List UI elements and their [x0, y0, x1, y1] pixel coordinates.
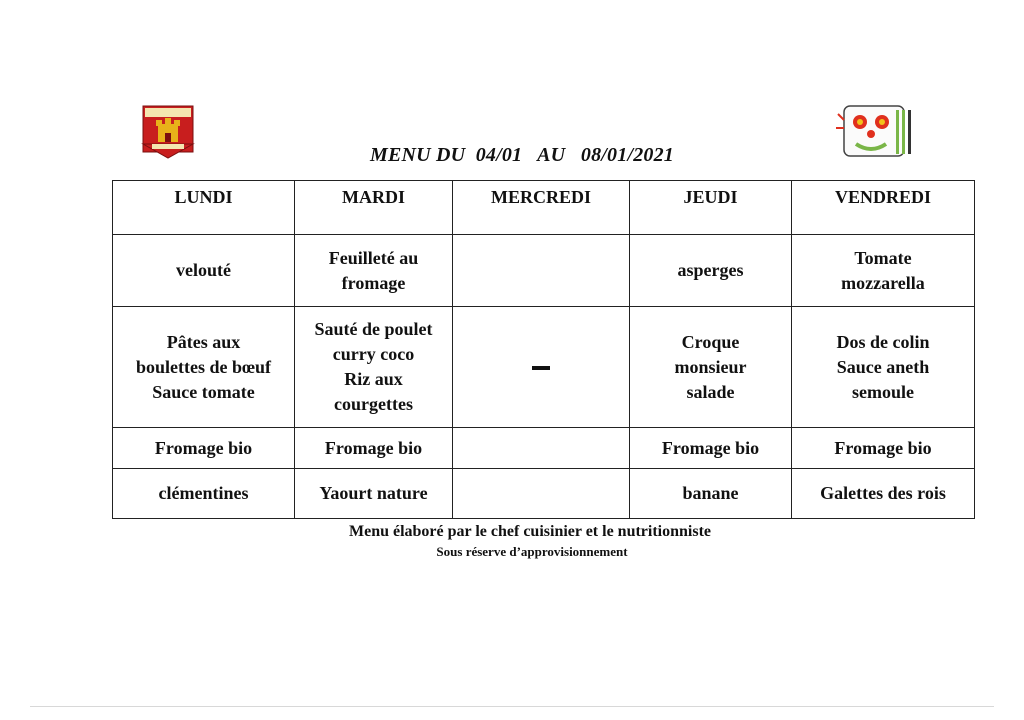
cell-text: Fromage bio: [834, 437, 932, 458]
page-bottom-rule: [30, 706, 994, 707]
menu-cell: [630, 307, 792, 428]
cell-text: Fromage bio: [154, 437, 253, 458]
cell-text: Galettes des rois: [820, 483, 946, 503]
menu-cell: [295, 469, 453, 519]
cell-text: Feuilleté au fromage: [328, 247, 419, 293]
table-header-row: [113, 181, 975, 235]
table-row-dessert: [113, 469, 975, 519]
menu-cell: [453, 428, 630, 469]
menu-cell: [792, 307, 975, 428]
menu-cell: [113, 428, 295, 469]
dash-placeholder: [532, 366, 550, 370]
cell-text: banane: [682, 483, 739, 503]
table-row-fromage: [113, 428, 975, 469]
menu-cell: [630, 235, 792, 307]
table-row-plat: [113, 307, 975, 428]
town-crest-logo: [140, 104, 196, 160]
cell-text: velouté: [176, 260, 231, 280]
menu-cell: [792, 428, 975, 469]
cell-text: Pâtes aux boulettes de bœuf Sauce tomate: [135, 331, 271, 402]
menu-cell: [113, 235, 295, 307]
menu-cell: [295, 235, 453, 307]
menu-title: MENU DU 04/01 AU 08/01/2021: [370, 144, 675, 166]
menu-cell: [453, 469, 630, 519]
menu-cell: [792, 235, 975, 307]
cell-text: Fromage bio: [661, 437, 760, 458]
day-header-lundi: LUNDI: [113, 181, 295, 235]
cell-text: Sauté de poulet curry coco Riz aux courgettes: [314, 319, 433, 414]
day-header-jeudi: JEUDI: [630, 181, 792, 235]
day-header-mardi: MARDI: [295, 181, 453, 235]
cell-text: clémentines: [158, 483, 249, 503]
menu-cell: [295, 307, 453, 428]
menu-cell: [630, 469, 792, 519]
cell-text: Yaourt nature: [319, 483, 428, 503]
cell-text: Croque monsieur salade: [674, 331, 747, 402]
menu-cell: [453, 235, 630, 307]
menu-cell: [630, 428, 792, 469]
menu-cell: [113, 307, 295, 428]
menu-cell: [113, 469, 295, 519]
table-row-entree: [113, 235, 975, 307]
menu-cell: [453, 307, 630, 428]
cell-text: Tomate mozzarella: [841, 247, 925, 293]
menu-cell: [295, 428, 453, 469]
cell-text: Fromage bio: [324, 437, 423, 458]
footer-note-chef: Menu élaboré par le chef cuisinier et le nutritionniste: [348, 523, 712, 540]
menu-cell: [792, 469, 975, 519]
chef-smiley-logo: [826, 100, 922, 162]
cell-text: Dos de colin Sauce aneth semoule: [836, 331, 930, 402]
footer-note-supply: Sous réserve d’approvisionnement: [436, 544, 628, 559]
day-header-mercredi: MERCREDI: [453, 181, 630, 235]
weekly-menu-table: [112, 180, 975, 519]
day-header-vendredi: VENDREDI: [792, 181, 975, 235]
cell-text: asperges: [677, 260, 744, 280]
